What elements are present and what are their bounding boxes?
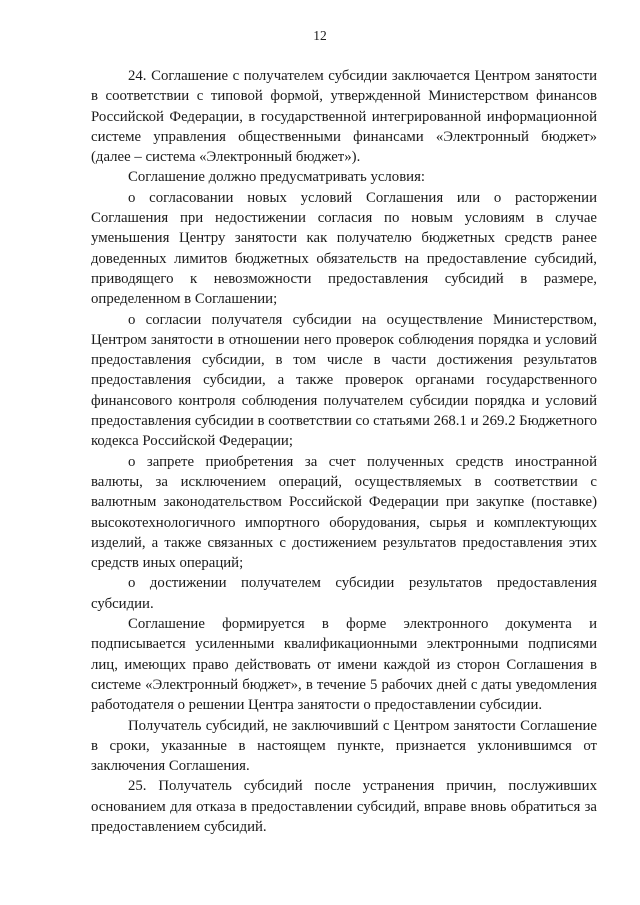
paragraph-clause-25: 25. Получатель субсидий после устранения причин, послуживших основанием для отказа в предоставлении субсидий, вправе вновь обратиться за предоставлением субсидий. [91,778,597,835]
paragraph-condition-results: о достижении получателем субсидии результатов предоставления субсидии. [91,575,597,612]
page-number: 12 [313,28,327,43]
paragraph-electronic-signing: Соглашение формируется в форме электронного документа и подписывается усиленными квалификационными электронными подписями лиц, имеющих право действовать от имени каждой из сторон Соглашения в системе «Электронный бюджет», в течение 5 рабочих дней с даты уведомления работодателя о решении Центра занятости о предоставлении субсидии. [91,616,597,714]
paragraph-clause-24: 24. Соглашение с получателем субсидии заключается Центром занятости в соответствии с типовой формой, утвержденной Министерством финансов Российской Федерации, в государственной интегрированной информационной системе управления общественными финансами «Электронный бюджет» (далее – система «Электронный бюджет»). [91,68,597,166]
paragraph-evasion: Получатель субсидий, не заключивший с Центром занятости Соглашение в сроки, указанные в настоящем пункте, признается уклонившимся от заключения Соглашения. [91,717,597,775]
paragraph-conditions-intro: Соглашение должно предусматривать условия: [128,169,426,186]
paragraph-condition-currency-ban: о запрете приобретения за счет полученных средств иностранной валюты, за исключением операций, осуществляемых в соответствии с валютным законодательством Российской Федерации при закупке (поставке) высокотехнологичного импортного оборудования, сырья и комплектующих изделий, а также связанных с достижением результатов предоставления этих средств иных операций; [91,453,597,572]
paragraph-condition-audit-consent: о согласии получателя субсидии на осуществление Министерством, Центром занятости в отношении него проверок соблюдения порядка и условий предоставления субсидии, в том числе в части достижения результатов предоставления субсидии, а также проверок органами государственного финансового контроля соблюдения получателем субсидии порядка и условий предоставления субсидии в соответствии со статьями 268.1 и 269.2 Бюджетного кодекса Российской Федерации; [91,311,597,450]
paragraph-condition-renegotiation: о согласовании новых условий Соглашения или о расторжении Соглашения при недостижении согласия по новым условиям в случае уменьшения Центру занятости как получателю бюджетных средств ранее доведенных лимитов бюджетных обязательств на предоставление субсидий, приводящего к невозможности предоставления субсидий в размере, определенном в Соглашении; [91,189,597,308]
document-body [91,66,597,837]
